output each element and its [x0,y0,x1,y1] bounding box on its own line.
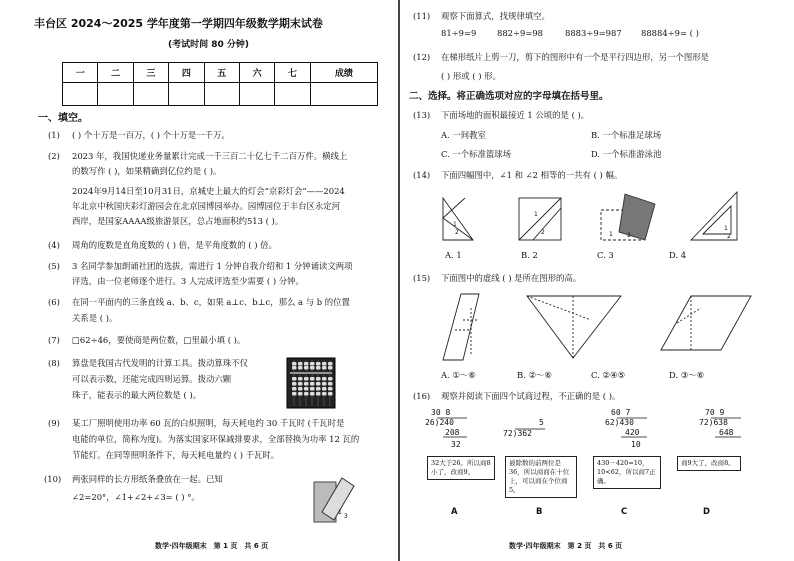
question-number: (2) [48,151,60,161]
abacus-bead [310,377,315,381]
svg-text:60 7: 60 7 [611,408,631,417]
abacus-bead [298,392,303,396]
svg-text:30 8: 30 8 [431,408,451,417]
equation: 81÷9=9 [441,28,477,38]
abacus-image [286,357,336,409]
abacus-bead [310,382,315,386]
score-cell[interactable] [133,83,168,106]
angle-figures [441,188,781,248]
abacus-bead [292,377,297,381]
option[interactable]: C. 3 [597,250,614,260]
section-heading: 二、选择。将正确选项对应的字母填在括号里。 [409,91,609,102]
question-2-line: 的数写作 ( )，如果精确到亿位约是 ( )。 [72,166,222,176]
question-3-line: 年北京中秋国庆彩灯游园会在北京园博园举办。园博园位于丰台区永定河 [72,201,340,211]
score-header: 六 [239,63,274,83]
question-number: (5) [48,261,60,271]
option[interactable]: A. ①～⑥ [441,370,476,380]
question-3-line: 2024年9月14日至10月31日，京城史上最大的灯会“京彩灯会”——2024 [72,186,345,196]
question-number: (15) [413,273,431,283]
division-work [421,406,781,452]
score-header: 七 [275,63,310,83]
score-table [62,62,378,106]
exam-title: 丰台区 2024～2025 学年度第一学期四年级数学期末试卷 [34,17,323,30]
score-header: 四 [169,63,204,83]
paper-strips-figure [312,474,356,524]
question-number: (11) [413,11,431,21]
option[interactable]: B. 2 [521,250,538,260]
equation: 8883÷9=987 [565,28,622,38]
question-number: (12) [413,52,431,62]
svg-text:1: 1 [724,225,728,232]
score-cell[interactable] [169,83,204,106]
abacus-bead [316,392,321,396]
abacus-bead [298,377,303,381]
question-number: (9) [48,418,60,428]
option[interactable]: D. ③～⑥ [669,370,705,380]
question-8-line: 珠子，能表示的最大两位数是 ( )。 [72,390,202,400]
question-3-line: 西岸，是国家AAAA级旅游景区，总占地面积约513 ( )。 [72,216,284,226]
abacus-bead [292,382,297,386]
option[interactable]: C. 一个标准篮球场 [441,149,512,159]
page-footer: 数学·四年级期末 第 2 页 共 6 页 [509,542,623,550]
abacus-bead [322,377,327,381]
abacus-bead [298,382,303,386]
question-10-line: 两张同样的长方形纸条叠放在一起。已知 [72,474,223,484]
question-number: (4) [48,240,60,250]
equation: 882÷9=98 [497,28,544,38]
svg-text:62)430: 62)430 [605,418,634,427]
question-9-line: 电能的单位，简称为度)。为落实国家环保减排要求，全部替换为功率 12 瓦的 [72,434,360,444]
abacus-bead [298,366,303,370]
question-14: 下面四幅图中，∠1 和 ∠2 相等的一共有 ( ) 幅。 [441,170,623,180]
question-number: (14) [413,170,431,180]
abacus-bead [304,366,309,370]
svg-text:1: 1 [534,211,538,218]
score-cell[interactable] [63,83,98,106]
svg-text:1: 1 [338,509,342,516]
option-letter[interactable]: C [621,506,628,516]
question-number: (7) [48,335,60,345]
question-7: □62÷46，要使商是两位数，□里最小填 ( )。 [72,335,246,345]
abacus-bead [304,392,309,396]
abacus-bead [316,362,321,366]
question-13: 下面场地的面积最接近 1 公顷的是 ( )。 [441,110,590,120]
abacus-bead [316,377,321,381]
svg-text:72)638: 72)638 [699,418,728,427]
score-cell[interactable] [98,83,133,106]
question-5-line: 3 名同学参加朗诵社团的选拔，需进行 1 分钟自我介绍和 1 分钟诵读文两项 [72,261,353,271]
option-letter[interactable]: D [703,506,710,516]
question-number: (6) [48,297,60,307]
question-9-line: 某工厂照明使用功率 60 瓦的白炽照明，每天耗电约 30 千瓦时 (千瓦时是 [72,418,345,428]
question-number: (8) [48,358,60,368]
question-16: 观察并阅读下面四个试商过程，不正确的是 ( )。 [441,391,621,401]
question-15: 下面图中的虚线 ( ) 是所在图形的高。 [441,273,582,283]
explanation-box: 被除数的前两位是36，所以商商在十位上，可以商在个位商5。 [505,456,577,498]
abacus-bead [310,387,315,391]
question-8-line: 可以表示数，还能完成四则运算。拨动六颗 [72,374,232,384]
abacus-bead [292,387,297,391]
abacus-bead [328,377,333,381]
svg-text:32: 32 [451,440,461,449]
option[interactable]: B. ②～⑥ [517,370,552,380]
svg-text:70 9: 70 9 [705,408,725,417]
abacus-bead [304,377,309,381]
score-cell[interactable] [239,83,274,106]
score-header: 一 [63,63,98,83]
svg-text:2: 2 [627,232,631,239]
abacus-bead [316,382,321,386]
abacus-bead [316,366,321,370]
score-header: 五 [204,63,239,83]
svg-text:26)240: 26)240 [425,418,454,427]
abacus-bead [322,392,327,396]
question-10-line: ∠2=20°，∠1+∠2+∠3= ( ) °。 [72,492,200,502]
question-9-line: 节能灯。在同等照明条件下，每天耗电量约 ( ) 千瓦时。 [72,450,280,460]
abacus-bead [304,382,309,386]
svg-text:2: 2 [455,229,459,236]
question-8-line: 算盘是我国古代发明的计算工具。拨动算珠不仅 [72,358,248,368]
question-6-line: 关系是 ( )。 [72,313,118,323]
option[interactable]: D. 4 [669,250,687,260]
abacus-bead [328,366,333,370]
abacus-bead [304,387,309,391]
svg-text:5: 5 [539,418,544,427]
option-letter[interactable]: A [451,506,458,516]
abacus-bead [298,387,303,391]
question-4: 周角的度数是直角度数的 ( ) 倍，是平角度数的 ( ) 倍。 [72,240,277,250]
question-12-line: ( ) 形或 ( ) 形。 [441,71,501,81]
abacus-bead [304,362,309,366]
question-11: 观察下面算式，找规律填空。 [441,11,550,21]
abacus-bead [322,387,327,391]
section-heading: 一、填空。 [38,113,88,124]
score-header: 成绩 [310,63,377,83]
abacus-bead [322,382,327,386]
question-number: (16) [413,391,431,401]
page-fold [398,0,400,561]
question-12-line: 在梯形纸片上剪一刀，剪下的图形中有一个是平行四边形，另一个图形是 [441,52,709,62]
abacus-bead [292,366,297,370]
abacus-bead [328,382,333,386]
option[interactable]: A. 一间教室 [441,130,486,140]
svg-text:2: 2 [727,233,731,240]
explanation-box: 430－420=10，10<62，所以商7正确。 [593,456,661,489]
svg-text:10: 10 [631,440,641,449]
svg-text:72)362: 72)362 [503,429,532,438]
question-1: ( ) 个十万是一百万，( ) 个十万是一千万。 [72,130,230,140]
option[interactable]: D. 一个标准游泳池 [591,149,662,159]
explanation-box: 32大于26。所以商8小了，改商9。 [427,456,495,480]
svg-text:2: 2 [541,229,545,236]
question-6-line: 在同一平面内的三条直线 a、b、c，如果 a⊥c、b⊥c，那么 a 与 b 的位置 [72,297,350,307]
svg-text:1: 1 [453,221,457,228]
option[interactable]: C. ②④⑤ [591,370,625,380]
height-figures [441,290,761,362]
exam-time: (考试时间 80 分钟) [168,40,250,50]
svg-text:208: 208 [445,428,460,437]
abacus-bead [328,392,333,396]
abacus-bead [310,366,315,370]
abacus-bead [310,392,315,396]
exam-page-2 [401,0,794,561]
svg-text:420: 420 [625,428,640,437]
svg-text:3: 3 [344,513,348,520]
option-letter[interactable]: B [536,506,543,516]
question-number: (10) [44,474,62,484]
explanation-box: 商9大了，改商8。 [677,456,741,471]
score-cell[interactable] [204,83,239,106]
score-cell[interactable] [275,83,310,106]
abacus-bead [310,362,315,366]
option[interactable]: B. 一个标准足球场 [591,130,662,140]
abacus-bead [328,387,333,391]
abacus-bead [292,392,297,396]
abacus-bead [328,362,333,366]
abacus-bead [322,366,327,370]
abacus-bead [298,362,303,366]
score-header: 二 [98,63,133,83]
score-cell[interactable] [310,83,377,106]
question-number: (1) [48,130,60,140]
page-footer: 数学·四年级期末 第 1 页 共 6 页 [155,542,269,550]
score-header: 三 [133,63,168,83]
option[interactable]: A. 1 [445,250,462,260]
question-number: (13) [413,110,431,120]
svg-text:648: 648 [719,428,734,437]
abacus-bead [292,362,297,366]
equation-blank[interactable]: 88884÷9= ( ) [641,28,699,38]
svg-text:1: 1 [609,231,613,238]
question-2-line: 2023 年，我国快递业务量累计完成一千三百二十亿七千二百万件。横线上 [72,151,348,161]
abacus-bead [322,362,327,366]
abacus-bead [316,387,321,391]
question-5-line: 评选，由一位老师逐个进行。3 人完成评选至少需要 ( ) 分钟。 [72,276,304,286]
